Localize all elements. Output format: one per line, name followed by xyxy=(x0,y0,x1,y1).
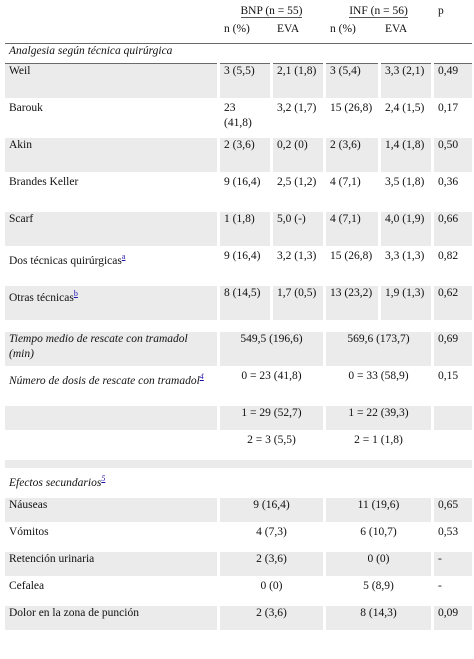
row-dosis xyxy=(5,406,472,430)
section-title xyxy=(5,43,472,60)
row-label xyxy=(5,286,217,320)
table-row xyxy=(5,286,472,320)
row-dosis xyxy=(5,433,472,457)
row-label xyxy=(5,63,217,98)
inf-cell: 0 (0) xyxy=(326,552,431,576)
table-row xyxy=(5,63,472,98)
inf-n-cell: 2 (3,6) xyxy=(326,138,378,172)
row-label-text: Brandes Keller xyxy=(9,176,79,188)
inf-cell: 5 (8,9) xyxy=(326,579,431,603)
bnp-cell: 2 (3,6) xyxy=(220,552,323,576)
bnp-eva-cell: 2,5 (1,2) xyxy=(273,175,323,209)
row-label: Dolor en la zona de punción xyxy=(5,606,217,630)
row-label-text: Dos técnicas quirúrgicas xyxy=(9,254,122,267)
row-label: Retención urinaria xyxy=(5,552,217,576)
p-cell: 0,50 xyxy=(434,138,472,172)
row-label: Vómitos xyxy=(5,525,217,549)
row-label xyxy=(5,175,217,209)
section-efectos xyxy=(5,471,472,495)
p-cell: 0,82 xyxy=(434,249,472,283)
row-label xyxy=(5,249,217,283)
table-row xyxy=(5,175,472,209)
p-cell: 0,62 xyxy=(434,286,472,320)
spacer-row xyxy=(5,323,472,329)
header-n-pct-inf: n (%) xyxy=(326,22,378,40)
header-n-pct-bnp: n (%) xyxy=(220,22,270,40)
tiempo-inf: 569,6 (173,7) xyxy=(326,332,431,366)
inf-n-cell: 4 (7,1) xyxy=(326,175,378,209)
dosis-label-text: Número de dosis de rescate con tramadol xyxy=(9,374,200,387)
dosis-inf: 1 = 22 (39,3) xyxy=(326,406,431,430)
footnote-ref xyxy=(101,473,105,484)
row-label xyxy=(5,138,217,172)
header-p: p xyxy=(434,4,472,19)
dosis-inf: 0 = 33 (58,9) xyxy=(326,369,431,403)
bnp-eva-cell: 5,0 (-) xyxy=(273,212,323,246)
p-cell: 0,49 xyxy=(434,63,472,98)
footnote-link[interactable]: 4 xyxy=(199,372,204,381)
p-cell: 0,17 xyxy=(434,101,472,135)
table-row xyxy=(5,525,472,549)
inf-n-cell: 4 (7,1) xyxy=(326,212,378,246)
row-label-text: Otras técnicas xyxy=(9,291,74,304)
p-cell: - xyxy=(434,552,472,576)
inf-eva-cell: 1,9 (1,3) xyxy=(381,286,431,320)
tiempo-bnp: 549,5 (196,6) xyxy=(220,332,323,366)
dosis-bnp: 2 = 3 (5,5) xyxy=(220,433,323,457)
row-label: Náuseas xyxy=(5,498,217,522)
p-cell: 0,65 xyxy=(434,498,472,522)
row-label-text: Weil xyxy=(9,65,31,77)
table-row xyxy=(5,606,472,630)
inf-eva-cell: 3,3 (1,3) xyxy=(381,249,431,283)
inf-n-cell: 13 (23,2) xyxy=(326,286,378,320)
inf-eva-cell: 2,4 (1,5) xyxy=(381,101,431,135)
table-row xyxy=(5,138,472,172)
p-cell: 0,36 xyxy=(434,175,472,209)
bnp-cell: 4 (7,3) xyxy=(220,525,323,549)
row-label-text: Akin xyxy=(9,139,32,151)
section-title-text: Analgesia según técnica quirúrgica xyxy=(9,45,173,57)
bnp-n-cell: 3 (5,5) xyxy=(220,63,270,98)
bnp-cell: 9 (16,4) xyxy=(220,498,323,522)
corner-cell-2 xyxy=(5,22,217,40)
results-table xyxy=(2,1,474,633)
dosis-p: 0,15 xyxy=(434,369,472,403)
bnp-n-cell: 8 (14,5) xyxy=(220,286,270,320)
table-row xyxy=(5,552,472,576)
header-bnp: BNP (n = 55) xyxy=(220,4,323,19)
footnote-ref xyxy=(74,288,78,299)
inf-n-cell: 3 (5,4) xyxy=(326,63,378,98)
spacer-row xyxy=(5,460,472,468)
inf-eva-cell: 4,0 (1,9) xyxy=(381,212,431,246)
p-cell: 0,09 xyxy=(434,606,472,630)
inf-cell: 6 (10,7) xyxy=(326,525,431,549)
dosis-bnp: 1 = 29 (52,7) xyxy=(220,406,323,430)
bnp-cell: 0 (0) xyxy=(220,579,323,603)
tiempo-label: Tiempo medio de rescate con tramadol (min) xyxy=(5,332,217,366)
inf-eva-cell: 3,3 (2,1) xyxy=(381,63,431,98)
bnp-n-cell: 23 (41,8) xyxy=(220,101,270,135)
header-eva-inf: EVA xyxy=(381,22,431,40)
p-cell: 0,66 xyxy=(434,212,472,246)
dosis-bnp: 0 = 23 (41,8) xyxy=(220,369,323,403)
footnote-link[interactable]: a xyxy=(121,252,126,261)
section-title-text: Efectos secundarios xyxy=(9,476,102,489)
bnp-n-cell: 1 (1,8) xyxy=(220,212,270,246)
section-analgesia xyxy=(5,43,472,60)
bnp-n-cell: 2 (3,6) xyxy=(220,138,270,172)
bnp-eva-cell: 3,2 (1,3) xyxy=(273,249,323,283)
p-cell: 0,53 xyxy=(434,525,472,549)
row-dosis xyxy=(5,369,472,403)
footnote-ref xyxy=(200,371,204,382)
bnp-eva-cell: 2,1 (1,8) xyxy=(273,63,323,98)
bnp-eva-cell: 0,2 (0) xyxy=(273,138,323,172)
table-row xyxy=(5,101,472,135)
table-row xyxy=(5,579,472,603)
bnp-eva-cell: 3,2 (1,7) xyxy=(273,101,323,135)
inf-eva-cell: 3,5 (1,8) xyxy=(381,175,431,209)
inf-cell: 8 (14,3) xyxy=(326,606,431,630)
footnote-link[interactable]: 5 xyxy=(101,474,106,483)
inf-cell: 11 (19,6) xyxy=(326,498,431,522)
header-inf: INF (n = 56) xyxy=(326,4,431,19)
row-label-text: Barouk xyxy=(9,102,43,114)
corner-cell xyxy=(5,4,217,19)
inf-n-cell: 15 (26,8) xyxy=(326,249,378,283)
table-row xyxy=(5,498,472,522)
p-cell: - xyxy=(434,579,472,603)
table-row xyxy=(5,249,472,283)
row-label-text: Scarf xyxy=(9,213,34,225)
table-row xyxy=(5,212,472,246)
row-tiempo xyxy=(5,332,472,366)
row-label: Cefalea xyxy=(5,579,217,603)
dosis-inf: 2 = 1 (1,8) xyxy=(326,433,431,457)
row-label xyxy=(5,101,217,135)
footnote-link[interactable]: b xyxy=(73,289,78,298)
header-eva-bnp: EVA xyxy=(273,22,323,40)
inf-n-cell: 15 (26,8) xyxy=(326,101,378,135)
inf-eva-cell: 1,4 (1,8) xyxy=(381,138,431,172)
row-label xyxy=(5,212,217,246)
bnp-cell: 2 (3,6) xyxy=(220,606,323,630)
tiempo-p: 0,69 xyxy=(434,332,472,366)
footnote-ref xyxy=(122,251,126,262)
bnp-n-cell: 9 (16,4) xyxy=(220,175,270,209)
bnp-eva-cell: 1,7 (0,5) xyxy=(273,286,323,320)
bnp-n-cell: 9 (16,4) xyxy=(220,249,270,283)
dosis-label xyxy=(5,369,217,403)
section-title xyxy=(5,471,472,495)
